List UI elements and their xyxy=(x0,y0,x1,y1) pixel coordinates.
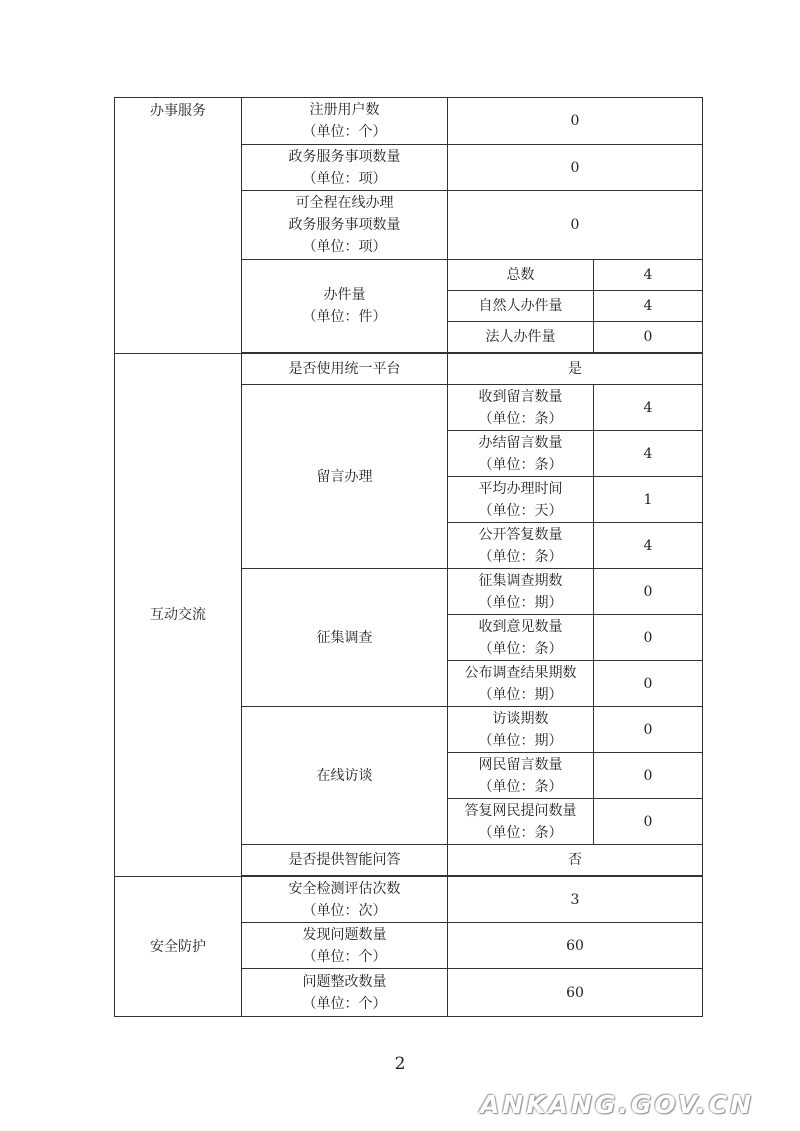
row-label: 征集调查 xyxy=(242,569,448,707)
table-row xyxy=(115,98,703,145)
row-label: 留言办理 xyxy=(242,385,448,569)
value-cell: 0 xyxy=(594,322,703,353)
value-cell: 1 xyxy=(594,477,703,523)
row-label: 安全检测评估次数 （单位：次） xyxy=(242,877,448,923)
watermark-logo: ANKANG.GOV.CN xyxy=(479,1090,754,1119)
category-security: 安全防护 xyxy=(115,877,242,1017)
sub-label: 收到意见数量 （单位：条） xyxy=(448,615,594,661)
row-label: 注册用户数 （单位：个） xyxy=(242,98,448,145)
value-cell: 否 xyxy=(448,845,703,876)
sub-label: 收到留言数量 （单位：条） xyxy=(448,385,594,431)
table-row xyxy=(115,877,703,923)
value-cell: 4 xyxy=(594,291,703,322)
value-cell: 0 xyxy=(594,615,703,661)
value-cell: 0 xyxy=(594,569,703,615)
value-cell: 0 xyxy=(594,661,703,707)
value-cell: 4 xyxy=(594,431,703,477)
sub-label: 总数 xyxy=(448,260,594,291)
category-interaction: 互动交流 xyxy=(115,354,242,877)
row-label: 政务服务事项数量 （单位：项） xyxy=(242,145,448,191)
row-label: 办件量 （单位：件） xyxy=(242,260,448,353)
statistics-table xyxy=(114,97,703,1017)
sub-label: 平均办理时间 （单位：天） xyxy=(448,477,594,523)
row-label: 是否提供智能问答 xyxy=(242,845,448,876)
sub-label: 公开答复数量 （单位：条） xyxy=(448,523,594,569)
value-cell: 0 xyxy=(594,707,703,753)
value-cell: 3 xyxy=(448,877,703,923)
value-cell: 4 xyxy=(594,385,703,431)
value-cell: 0 xyxy=(594,753,703,799)
value-cell: 0 xyxy=(448,191,703,260)
sub-label: 征集调查期数 （单位：期） xyxy=(448,569,594,615)
value-cell: 60 xyxy=(448,923,703,969)
sub-label: 法人办件量 xyxy=(448,322,594,353)
sub-label: 访谈期数 （单位：期） xyxy=(448,707,594,753)
sub-label: 公布调查结果期数 （单位：期） xyxy=(448,661,594,707)
category-service: 办事服务 xyxy=(115,98,242,354)
page-number: 2 xyxy=(394,1054,406,1074)
row-label: 发现问题数量 （单位：个） xyxy=(242,923,448,969)
value-cell: 60 xyxy=(448,969,703,1017)
value-cell: 是 xyxy=(448,354,703,385)
row-label: 是否使用统一平台 xyxy=(242,354,448,385)
value-cell: 0 xyxy=(448,98,703,145)
row-label: 问题整改数量 （单位：个） xyxy=(242,969,448,1017)
row-label: 在线访谈 xyxy=(242,707,448,845)
sub-label: 自然人办件量 xyxy=(448,291,594,322)
value-cell: 4 xyxy=(594,260,703,291)
value-cell: 4 xyxy=(594,523,703,569)
sub-label: 答复网民提问数量 （单位：条） xyxy=(448,799,594,845)
row-label: 可全程在线办理 政务服务事项数量 （单位：项） xyxy=(242,191,448,260)
table-row xyxy=(115,354,703,385)
sub-label: 网民留言数量 （单位：条） xyxy=(448,753,594,799)
value-cell: 0 xyxy=(448,145,703,191)
value-cell: 0 xyxy=(594,799,703,845)
sub-label: 办结留言数量 （单位：条） xyxy=(448,431,594,477)
